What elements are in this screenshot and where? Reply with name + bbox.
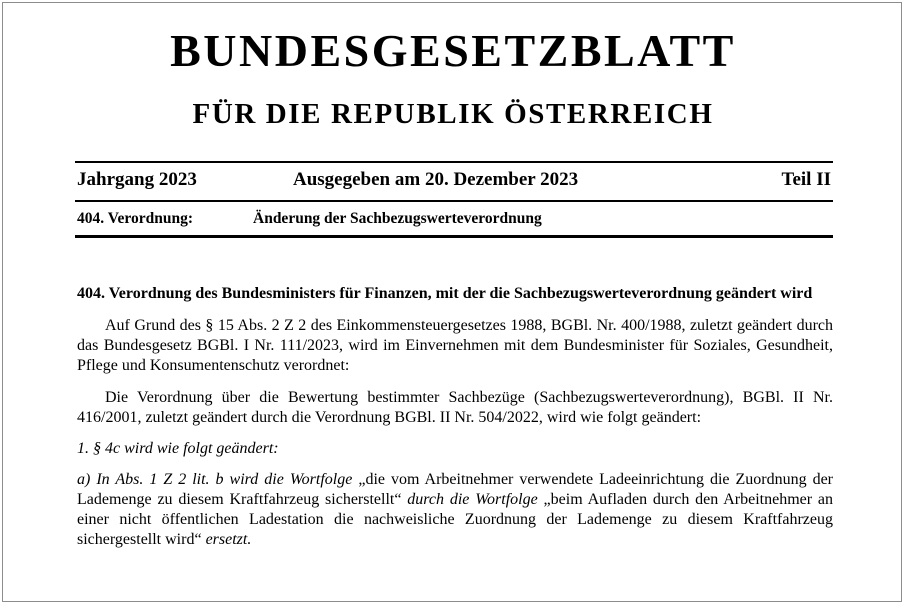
gazette-subtitle: FÜR DIE REPUBLIK ÖSTERREICH [192,98,714,130]
issue-part: Teil II [781,169,831,190]
item-1 [77,439,833,459]
item-a-new-text: „beim Aufladen durch den Arbeitnehmer an einer nicht öffentlichen Ladestation die nachweisliche Zuordnung der Lademenge zu diesem Kraftfahrzeug sichergestellt wird“ [77,491,833,548]
gazette-title: BUNDESGESETZBLATT [170,25,736,76]
issue-year: Jahrgang 2023 [77,169,197,190]
item-a-intro: a) In Abs. 1 Z 2 lit. b wird die Wortfolge [77,471,353,488]
issue-date: Ausgegeben am 20. Dezember 2023 [293,169,579,190]
gazette-page [2,2,902,602]
item-1-text: 1. § 4c wird wie folgt geändert: [77,440,279,457]
ordinance-number: 404. Verordnung: [77,210,193,227]
item-a-old-text: „die vom Arbeitnehmer verwendete Ladeeinrichtung die Zuordnung der Lademenge zu diesem Kraftfahrzeug sicherstellt“ [77,471,833,508]
ordinance-title: Änderung der Sachbezugswerteverordnung [253,210,542,227]
header-rule-bottom [75,235,833,238]
item-a-closing: ersetzt. [205,531,252,548]
ordinance-heading: 404. Verordnung des Bundesministers für Finanzen, mit der die Sachbezugswerteverordnung geändert wird [77,285,813,302]
document-body [77,284,833,550]
header-rule-middle [75,200,833,202]
preamble-paragraph: Auf Grund des § 15 Abs. 2 Z 2 des Einkommensteuergesetzes 1988, BGBl. Nr. 400/1988, zuletzt geändert durch das Bundesgesetz BGBl. I Nr. 111/2023, wird im Einvernehmen mit dem Bundesminister für Soziales, Gesundheit, Pflege und Konsumentenschutz verordnet: [77,317,833,374]
item-a [77,470,833,550]
amendment-intro-paragraph: Die Verordnung über die Bewertung bestimmter Sachbezüge (Sachbezugswerteverordnung), BGBl. II Nr. 416/2001, zuletzt geändert durch die Verordnung BGBl. II Nr. 504/2022, wird wie folgt geändert: [77,389,833,426]
header-rule-top [75,161,833,163]
item-a-connector: durch die Wortfolge [407,491,538,508]
